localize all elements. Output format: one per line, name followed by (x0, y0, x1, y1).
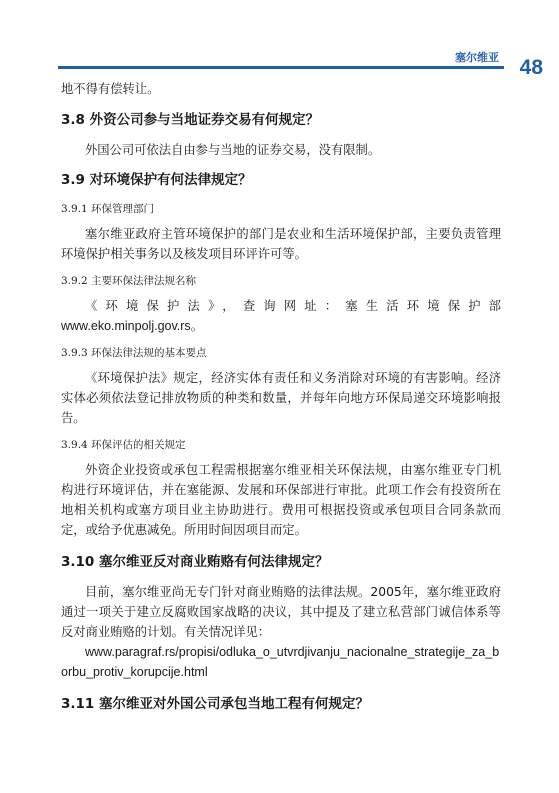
section-3-9-3-heading: 3.9.3 环保法律法规的基本要点 (61, 347, 207, 359)
page-number: 48 (519, 56, 543, 79)
section-3-10-heading: 3.10 塞尔维亚反对商业贿赂有何法律规定？ (61, 554, 329, 570)
section-3-9-4-heading: 3.9.4 环保评估的相关规定 (61, 439, 186, 451)
section-3-11-heading: 3.11 塞尔维亚对外国公司承包当地工程有何规定？ (61, 696, 370, 712)
page-body (61, 79, 501, 714)
section-3-9-2-heading: 3.9.2 主要环保法律法规名称 (61, 275, 197, 287)
section-3-9-4-body: 外资企业投资或承包工程需根据塞尔维亚相关环保法规，由塞尔维亚专门机构进行环境评估，并在塞能源、发展和环保部进行审批。此项工作会有投资所在地相关机构或塞方项目业主协助进行。费用可根据投资或承包项目合同条款而定，或给予优惠减免。所用时间因项目而定。 (61, 463, 501, 537)
section-3-8-body: 外国公司可依法自由参与当地的证券交易，没有限制。 (85, 143, 381, 157)
section-3-9-3-body: 《环境保护法》规定，经济实体有责任和义务消除对环境的有害影响。经济实体必须依法登记排放物质的种类和数量，并每年向地方环保局递交环境影响报告。 (61, 371, 501, 425)
section-3-9-2-body-line1: 《环境保护法》，查询网址：塞生活环境保护部 (85, 299, 501, 313)
section-3-9-1-heading: 3.9.1 环保管理部门 (61, 203, 155, 215)
section-3-8-heading: 3.8 外资公司参与当地证券交易有何规定？ (61, 112, 320, 128)
environment-ministry-url: www.eko.minpolj.gov.rs。 (61, 319, 204, 333)
section-3-10-body: 目前，塞尔维亚尚无专门针对商业贿赂的法律法规。2005年，塞尔维亚政府通过一项关于建立反腐败国家战略的决议，其中提及了建立私营部门诚信体系等反对商业贿赂的计划。有关情况详见： (61, 585, 501, 639)
header-rule (58, 66, 504, 69)
running-head-title: 塞尔维亚 (455, 51, 499, 64)
anti-corruption-strategy-url: www.paragraf.rs/propisi/odluka_o_utvrdjivanju_nacionalne_strategije_za_borbu_protiv_korupcije.html (61, 645, 500, 679)
section-3-9-heading: 3.9 对环境保护有何法律规定？ (61, 172, 252, 188)
section-3-9-1-body: 塞尔维亚政府主管环境保护的部门是农业和生活环境保护部，主要负责管理环境保护相关事务以及核发项目环评许可等。 (61, 227, 501, 261)
continued-text: 地不得有偿转让。 (61, 82, 160, 96)
